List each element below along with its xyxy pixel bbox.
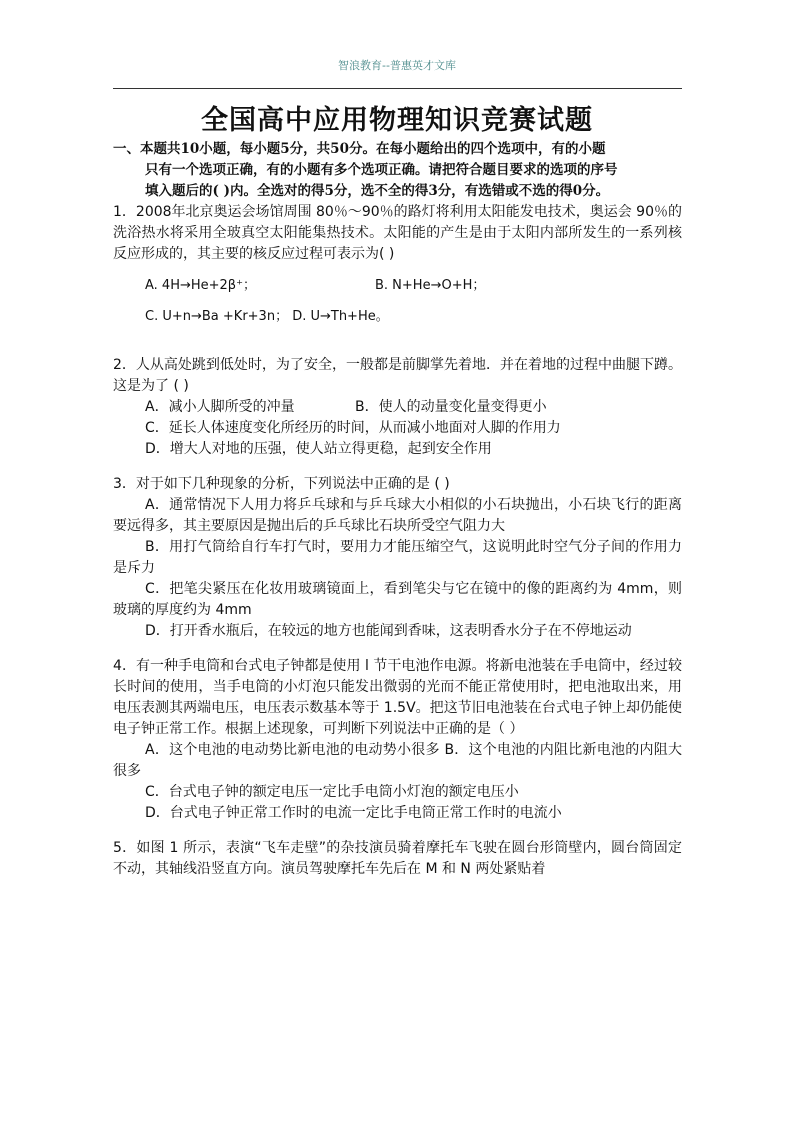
question-5-stem: 5．如图 1 所示，表演“飞车走壁”的杂技演员骑着摩托车飞驶在圆台形筒壁内，圆台筒固定不动，其轴线沿竖直方向。演员驾驶摩托车先后在 M 和 N 两处紧贴着	[113, 840, 682, 877]
page-header: 智浪教育--普惠英才文库	[338, 59, 456, 72]
question-3-stem: 3．对于如下几种现象的分析，下列说法中正确的是 ( )	[113, 476, 450, 492]
instruction-line-3: 填入题后的( )内。全选对的得5分，选不全的得3分，有选错或不选的得0分。	[145, 183, 610, 199]
question-4-option-d: D．台式电子钟正常工作时的电流一定比手电筒正常工作时的电流小	[145, 805, 562, 821]
exam-body	[113, 139, 682, 880]
question-4-stem: 4．有一种手电筒和台式电子钟都是使用 l 节干电池作电源。将新电池装在手电筒中，经过较长时间的使用，当手电筒的小灯泡只能发出微弱的光而不能正常使用时，把电池取出来，用电压表测其两端电压，电压表示数基本等于 1.5V。把这节旧电池装在台式电子钟上却仍能使电子钟正常工作。根据上述现象，可判断下列说法中正确的是（ ）	[113, 658, 682, 737]
question-1-options-ab	[113, 275, 682, 296]
question-1-option-cd: C. U+n→Ba +Kr+3n； D. U→Th+He。	[145, 309, 389, 324]
question-2-option-d: D．增大人对地的压强，使人站立得更稳，起到安全作用	[145, 441, 492, 457]
instruction-line-1: 一、本题共10小题，每小题5分，共50分。在每小题给出的四个选项中，有的小题	[113, 141, 606, 157]
question-3-option-b: B．用打气筒给自行车打气时，要用力才能压缩空气，这说明此时空气分子间的作用力是斥力	[113, 539, 682, 576]
question-2-options-ab	[113, 397, 682, 418]
question-1-stem: 1．2008年北京奥运会场馆周围 80％～90％的路灯将利用太阳能发电技术，奥运会 90％的洗浴热水将采用全玻真空太阳能集热技术。太阳能的产生是由于太阳内部所发生的一系列核反应形成的，其主要的核反应过程可表示为( )	[113, 204, 682, 262]
question-3-option-a: A．通常情况下人用力将乒乓球和与乒乓球大小相似的小石块抛出，小石块飞行的距离要远得多，其主要原因是抛出后的乒乓球比石块所受空气阻力大	[113, 497, 682, 534]
question-3-option-d: D．打开香水瓶后，在较远的地方也能闻到香味，这表明香水分子在不停地运动	[145, 623, 632, 639]
question-2-option-c: C．延长人体速度变化所经历的时间，从而减小地面对人脚的作用力	[145, 420, 561, 436]
question-1-option-b: B. N+He→O+H；	[375, 278, 486, 293]
question-2-stem: 2．人从高处跳到低处时，为了安全，一般都是前脚掌先着地．并在着地的过程中曲腿下蹲。这是为了 ( )	[113, 357, 682, 394]
page-title: 全国高中应用物理知识竞赛试题	[201, 105, 593, 136]
question-2-option-b: B．使人的动量变化量变得更小	[355, 399, 547, 415]
header-rule	[113, 88, 682, 89]
question-4-option-ab: A．这个电池的电动势比新电池的电动势小很多 B．这个电池的内阻比新电池的内阻大很多	[113, 742, 682, 779]
question-4-option-c: C．台式电子钟的额定电压一定比手电筒小灯泡的额定电压小	[145, 784, 519, 800]
question-1-option-a: A. 4H→He+2β⁺；	[145, 278, 256, 293]
instruction-line-2: 只有一个选项正确，有的小题有多个选项正确。请把符合题目要求的选项的序号	[145, 162, 618, 178]
question-2-option-a: A．减小人脚所受的冲量	[145, 399, 295, 415]
question-3-option-c: C．把笔尖紧压在化妆用玻璃镜面上，看到笔尖与它在镜中的像的距离约为 4mm，则玻璃的厚度约为 4mm	[113, 581, 682, 618]
